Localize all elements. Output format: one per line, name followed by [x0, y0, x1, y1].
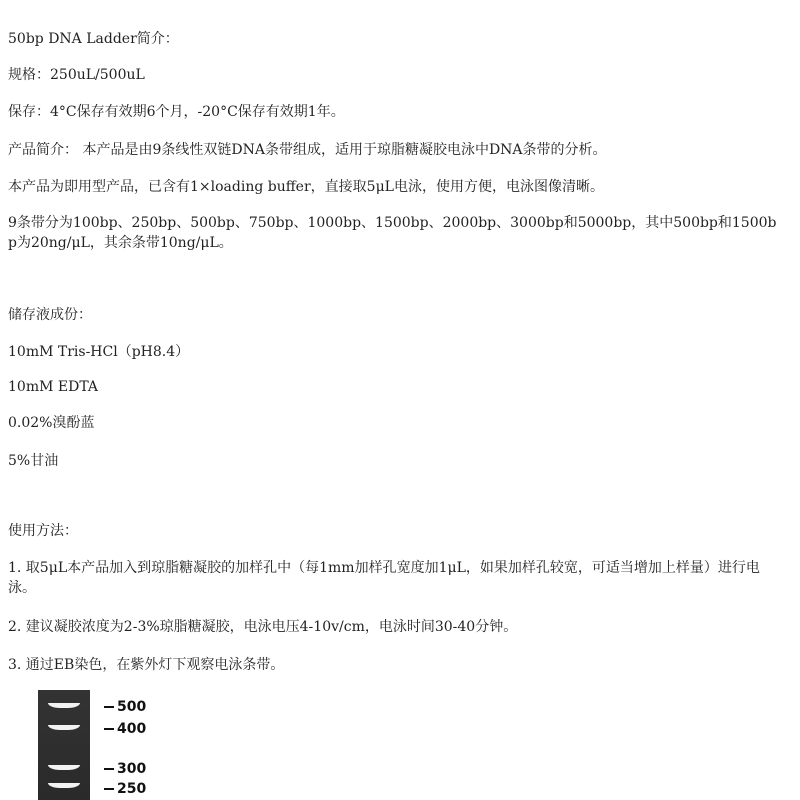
usage-step: 3. 通过EB染色，在紫外灯下观察电泳条带。	[8, 657, 285, 673]
gel-band	[48, 703, 80, 708]
gel-marker	[104, 761, 146, 777]
gel-marker	[104, 721, 146, 737]
doc-title: 50bp DNA Ladder简介：	[8, 31, 179, 47]
gel-marker-label: 400	[117, 721, 147, 737]
gel-image	[38, 690, 90, 800]
spec-storage: 保存：4°C保存有效期6个月，-20°C保存有效期1年。	[8, 104, 345, 120]
gel-marker-label: 500	[117, 699, 147, 715]
product-intro: 产品简介： 本产品是由9条线性双链DNA条带组成，适用于琼脂糖凝胶电泳中DNA条带的分析。	[8, 142, 607, 158]
composition-item: 10mM EDTA	[8, 379, 99, 395]
composition-item: 10mM Tris-HCl（pH8.4）	[8, 344, 190, 360]
usage-step: 2. 建议凝胶浓度为2-3%琼脂糖凝胶，电泳电压4-10v/cm，电泳时间30-40分钟。	[8, 619, 518, 635]
gel-marker-label: 300	[117, 761, 147, 777]
gel-marker	[104, 699, 146, 715]
composition-item: 0.02%溴酚蓝	[8, 415, 95, 431]
band-description: 9条带分为100bp、250bp、500bp、750bp、1000bp、1500bp、2000bp、3000bp和5000bp，其中500bp和1500bp为20ng/μL，其余条带10ng/μL。	[8, 215, 777, 251]
gel-marker-label: 250	[117, 781, 147, 797]
product-ready-note: 本产品为即用型产品，已含有1×loading buffer，直接取5μL电泳，使用方便，电泳图像清晰。	[8, 179, 604, 195]
composition-item: 5%甘油	[8, 453, 59, 469]
spec-size: 规格：250uL/500uL	[8, 67, 145, 83]
gel-band	[48, 765, 80, 770]
usage-step: 1. 取5μL本产品加入到琼脂糖凝胶的加样孔中（每1mm加样孔宽度加1μL，如果加样孔较宽，可适当增加上样量）进行电泳。	[8, 560, 760, 596]
gel-marker	[104, 781, 146, 797]
composition-heading: 储存液成份：	[8, 307, 92, 323]
gel-band	[48, 783, 80, 788]
usage-heading: 使用方法：	[8, 523, 78, 539]
gel-band	[48, 725, 80, 730]
